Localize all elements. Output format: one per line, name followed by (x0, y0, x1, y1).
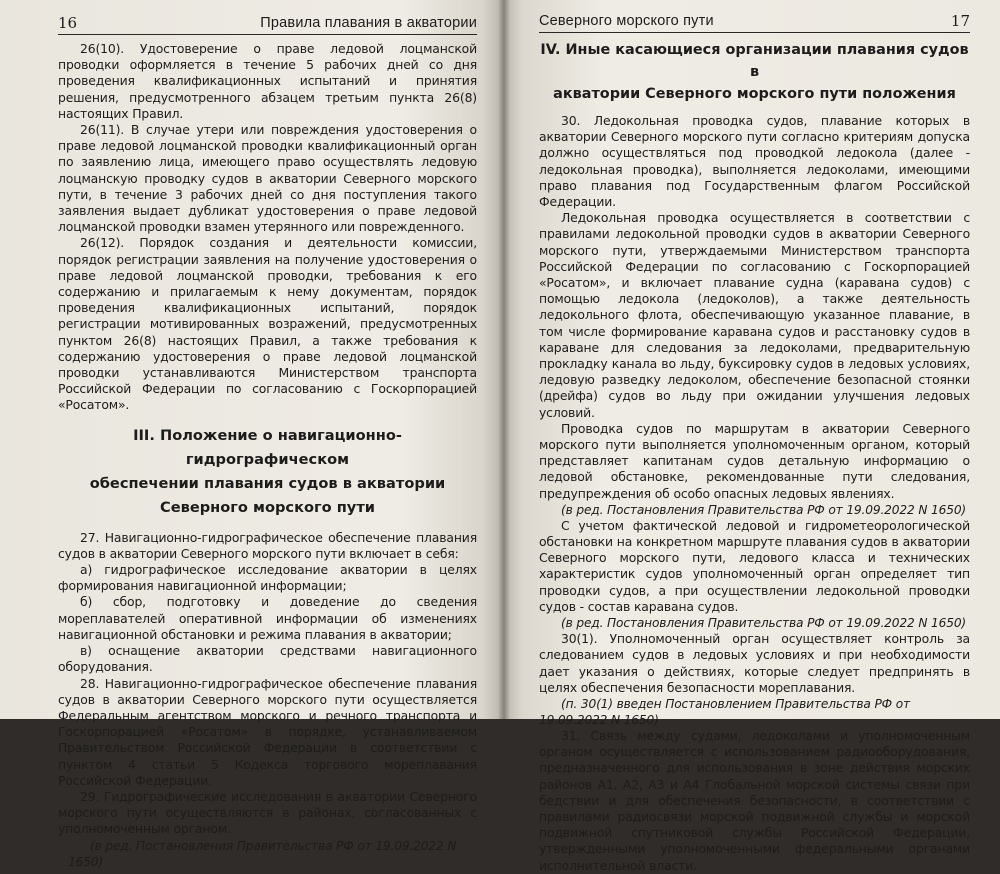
heading-line: III. Положение о навигационно-гидрографическом (133, 426, 402, 468)
paragraph: 29. Гидрографические исследования в акватории Северного морского пути осуществляются в районах, согласованных с уполномоченным органом. (58, 788, 477, 837)
amendment-note: (в ред. Постановления Правительства РФ от 19.09.2022 N 1650) (561, 616, 967, 631)
book-gutter (498, 0, 510, 719)
left-running-head (58, 14, 477, 35)
amendment-note: (в ред. Постановления Правительства РФ от 19.09.2022 N 1650) (561, 502, 967, 517)
amendment-note: (в ред. Постановления Правительства РФ от 19.09.2022 N 1650) (68, 838, 457, 869)
right-page (503, 0, 1000, 873)
paragraph: б) сбор, подготовку и доведение до сведения мореплавателей оперативной информации об изменениях навигационной обстановки и режима плавания в акватории; (58, 594, 477, 642)
right-page-number: 17 (950, 12, 970, 30)
right-running-title: Северного морского пути (539, 13, 714, 29)
paragraph: 30(1). Уполномоченный орган осуществляет контроль за следованием судов в ледовых условиях и при необходимости дает указания о действиях, которые следует предпринять в целях обеспечения безопасности мореплавания. (539, 631, 970, 695)
paragraph: 26(10). Удостоверение о праве ледовой лоцманской проводки оформляется в течение 5 рабочих дней со дня проведения квалификационных испытаний и принятия решения, предусмотренного абзацем третьим пункта 26(8) настоящих Правил. (58, 41, 477, 121)
paragraph: 28. Навигационно-гидрографическое обеспечение плавания судов в акватории Северного морского пути осуществляется Федеральным агентством морского и речного транспорта и Госкорпорацией «Росатом» в порядке, устанавливаемом Правительством Российской Федерации в соответствии с пунктом 4 статьи 5 Кодекса торгового мореплавания Российской Федерации. (58, 675, 477, 788)
left-bottom-paragraphs (58, 530, 477, 870)
paragraph: 27. Навигационно-гидрографическое обеспечение плавания судов в акватории Северного морского пути включает в себя: (58, 529, 477, 561)
left-page-number: 16 (58, 14, 78, 32)
paragraph: С учетом фактической ледовой и гидрометеорологической обстановки на конкретном маршруте плавания судов в акватории Северного морского пути, ледового класса и технических характеристик судов уполномоченный орган определяет тип проводки судов, а при осуществлении ледокольной проводки судов - состав каравана судов. (539, 517, 970, 614)
heading-line: Северного морского пути (159, 498, 376, 516)
paragraph: Ледокольная проводка осуществляется в соответствии с правилами ледокольной проводки судов в акватории Северного морского пути, утверждаемыми Министерством транспорта Российской Федерации по согласованию с Госкорпорацией «Росатом», и включает плавание судна (каравана судов) с помощью ледокола (ледоколов), а также деятельность ледокольного флота, обеспечивающую указанное плавание, в том числе формирование каравана судов и расстановку судов в караване для следования за ледоколами, предварительную прокладку канала во льду, буксировку судов в ледовых условиях, ледовую разведку ледоколом, обеспечение безопасной стоянки (дрейфа) судов во льду при ожидании улучшения ледовых условий. (539, 210, 970, 420)
heading-line: акватории Северного морского пути положения (553, 86, 956, 102)
paragraph: 31. Связь между судами, ледоколами и уполномоченным органом осуществляется с использованием радиооборудования, предназначенного для использования в зоне действия морских районов A1, A2, A3 и A4 Глобальной морской системы связи при бедствии и для обеспечения безопасности, в соответствии с правилами радиосвязи морской подвижной службы и морской подвижной спутниковой службы Российской Федерации, утвержденными уполномоченными федеральными органами исполнительной власти. (539, 727, 970, 873)
paragraph: а) гидрографическое исследование акватории в целях формирования навигационной информации; (58, 562, 477, 594)
right-body (539, 113, 970, 874)
paragraph: 26(11). В случае утери или повреждения удостоверения о праве ледовой лоцманской проводки квалификационный орган по заявлению лица, имеющего право осуществлять ледовую лоцманскую проводку судов в акватории Северного морского пути, в течение 3 рабочих дней со дня поступления такого заявления выдает дубликат удостоверения о праве ледовой лоцманской проводки взамен утерянного или поврежденного. (58, 122, 477, 235)
amendment-note: (п. 30(1) введен Постановлением Правительства РФ от 19.09.2022 N 1650) (539, 696, 910, 727)
section-heading-iv (539, 39, 970, 105)
left-top-paragraphs (58, 41, 477, 414)
paragraph: Проводка судов по маршрутам в акватории Северного морского пути выполняется уполномоченным органом, который представляет капитанам судов детальную информацию о ледовой обстановке, рекомендованные пути следования, предупреждения об особо опасных ледовых явлениях. (539, 420, 970, 501)
paragraph: 26(12). Порядок создания и деятельности комиссии, порядок регистрации заявления на получение удостоверения о праве ледовой лоцманской проводки, требования к его содержанию и прилагаемым к нему документам, порядок проведения квалификационных испытаний, порядок регистрации мотивированных возражений, предусмотренных пунктом 26(8) настоящих Правил, а также требования к содержанию удостоверения о праве ледовой лоцманской проводки устанавливаются Министерством транспорта Российской Федерации по согласованию с Госкорпорацией «Росатом». (58, 235, 477, 413)
right-running-head (539, 12, 970, 33)
section-heading-iii (58, 424, 477, 520)
heading-line: IV. Иные касающиеся организации плавания судов в (540, 42, 969, 80)
paragraph: 30. Ледокольная проводка судов, плавание которых в акватории Северного морского пути согласно критериям допуска должно осуществляться под проводкой ледокола (далее - ледокольная проводка), выполняется ледоколами, имеющими право плавания под Государственным флагом Российской Федерации. (539, 113, 970, 210)
paragraph: в) оснащение акватории средствами навигационного оборудования. (58, 643, 477, 675)
left-running-title: Правила плавания в акватории (260, 15, 477, 31)
heading-line: обеспечении плавания судов в акватории (89, 474, 446, 492)
